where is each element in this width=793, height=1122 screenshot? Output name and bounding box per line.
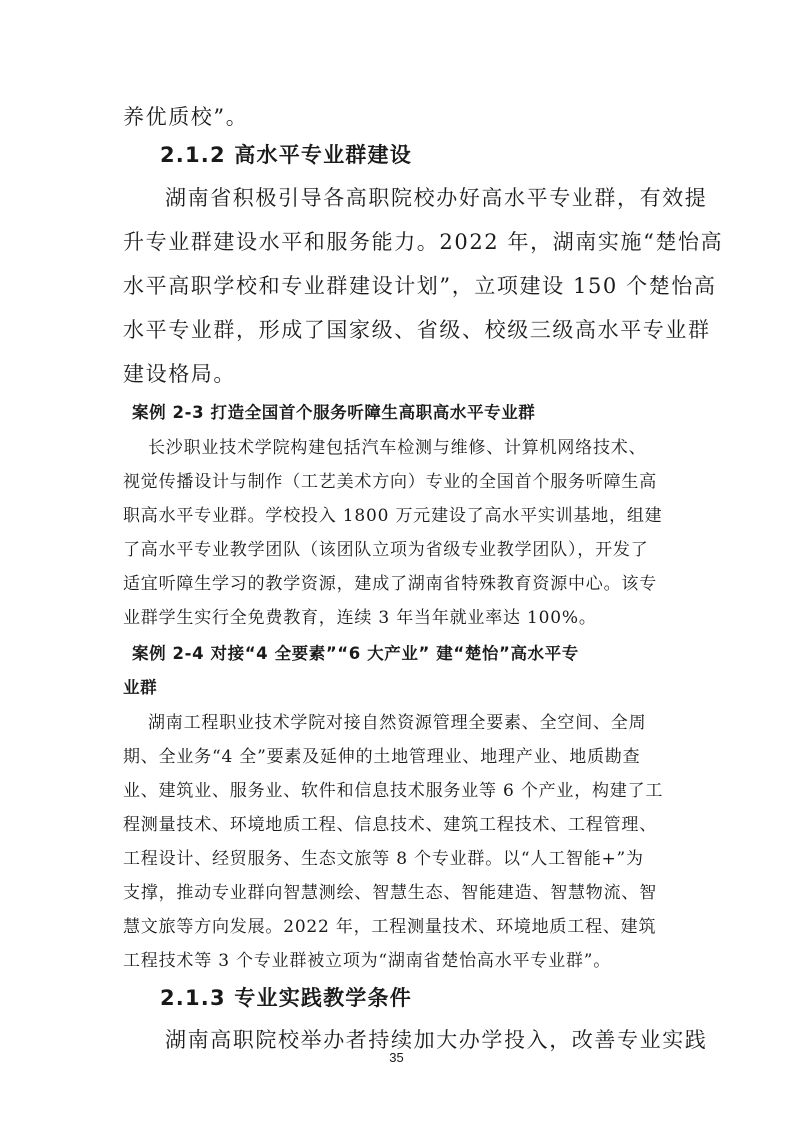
section-heading-2-1-3: 2.1.3 专业实践教学条件 [160, 986, 412, 1010]
case-text-line: 了高水平专业教学团队（该团队立项为省级专业教学团队），开发了 [123, 540, 649, 560]
paragraph-line: 水平高职学校和专业群建设计划”，立项建设 150 个楚怡高 [123, 274, 717, 298]
paragraph-continuation: 养优质校”。 [123, 105, 249, 129]
case-text-line: 慧文旅等方向发展。2022 年，工程测量技术、环境地质工程、建筑 [123, 917, 657, 937]
case-text-line: 支撑，推动专业群向智慧测绘、智慧生态、智能建造、智慧物流、智 [123, 883, 657, 903]
case-text-line: 业群学生实行全免费教育，连续 3 年当年就业率达 100%。 [123, 608, 597, 628]
case-text-line: 长沙职业技术学院构建包括汽车检测与维修、计算机网络技术、 [148, 438, 647, 458]
case-title-2-4-cont: 业群 [123, 678, 158, 697]
case-title-2-4: 案例 2-4 对接“4 全要素”“6 大产业” 建“楚怡”高水平专 [132, 644, 579, 663]
case-text-line: 工程设计、经贸服务、生态文旅等 8 个专业群。以“人工智能+”为 [123, 849, 644, 869]
case-text-line: 职高水平专业群。学校投入 1800 万元建设了高水平实训基地，组建 [123, 506, 663, 526]
case-title-2-3: 案例 2-3 打造全国首个服务听障生高职高水平专业群 [132, 403, 536, 422]
section-heading-2-1-2: 2.1.2 高水平专业群建设 [160, 143, 412, 167]
paragraph-line: 水平专业群，形成了国家级、省级、校级三级高水平专业群 [123, 318, 711, 342]
page-number: 35 [389, 1050, 404, 1065]
case-text-line: 工程技术等 3 个专业群被立项为“湖南省楚怡高水平专业群”。 [123, 951, 612, 971]
case-text-line: 业、建筑业、服务业、软件和信息技术服务业等 6 个产业，构建了工 [123, 781, 664, 801]
paragraph-line: 建设格局。 [123, 362, 236, 386]
case-text-line: 期、全业务“4 全”要素及延伸的土地管理业、地理产业、地质勘查 [123, 747, 641, 767]
case-text-line: 程测量技术、环境地质工程、信息技术、建筑工程技术、工程管理、 [123, 815, 657, 835]
case-text-line: 视觉传播设计与制作（工艺美术方向）专业的全国首个服务听障生高 [123, 472, 657, 492]
case-text-line: 湖南工程职业技术学院对接自然资源管理全要素、全空间、全周 [148, 713, 647, 733]
paragraph-line: 湖南高职院校举办者持续加大办学投入，改善专业实践 [165, 1028, 708, 1052]
case-text-line: 适宜听障生学习的教学资源，建成了湖南省特殊教育资源中心。该专 [123, 574, 657, 594]
paragraph-line: 升专业群建设水平和服务能力。2022 年，湖南实施“楚怡高 [123, 230, 724, 254]
paragraph-line: 湖南省积极引导各高职院校办好高水平专业群，有效提 [165, 186, 708, 210]
